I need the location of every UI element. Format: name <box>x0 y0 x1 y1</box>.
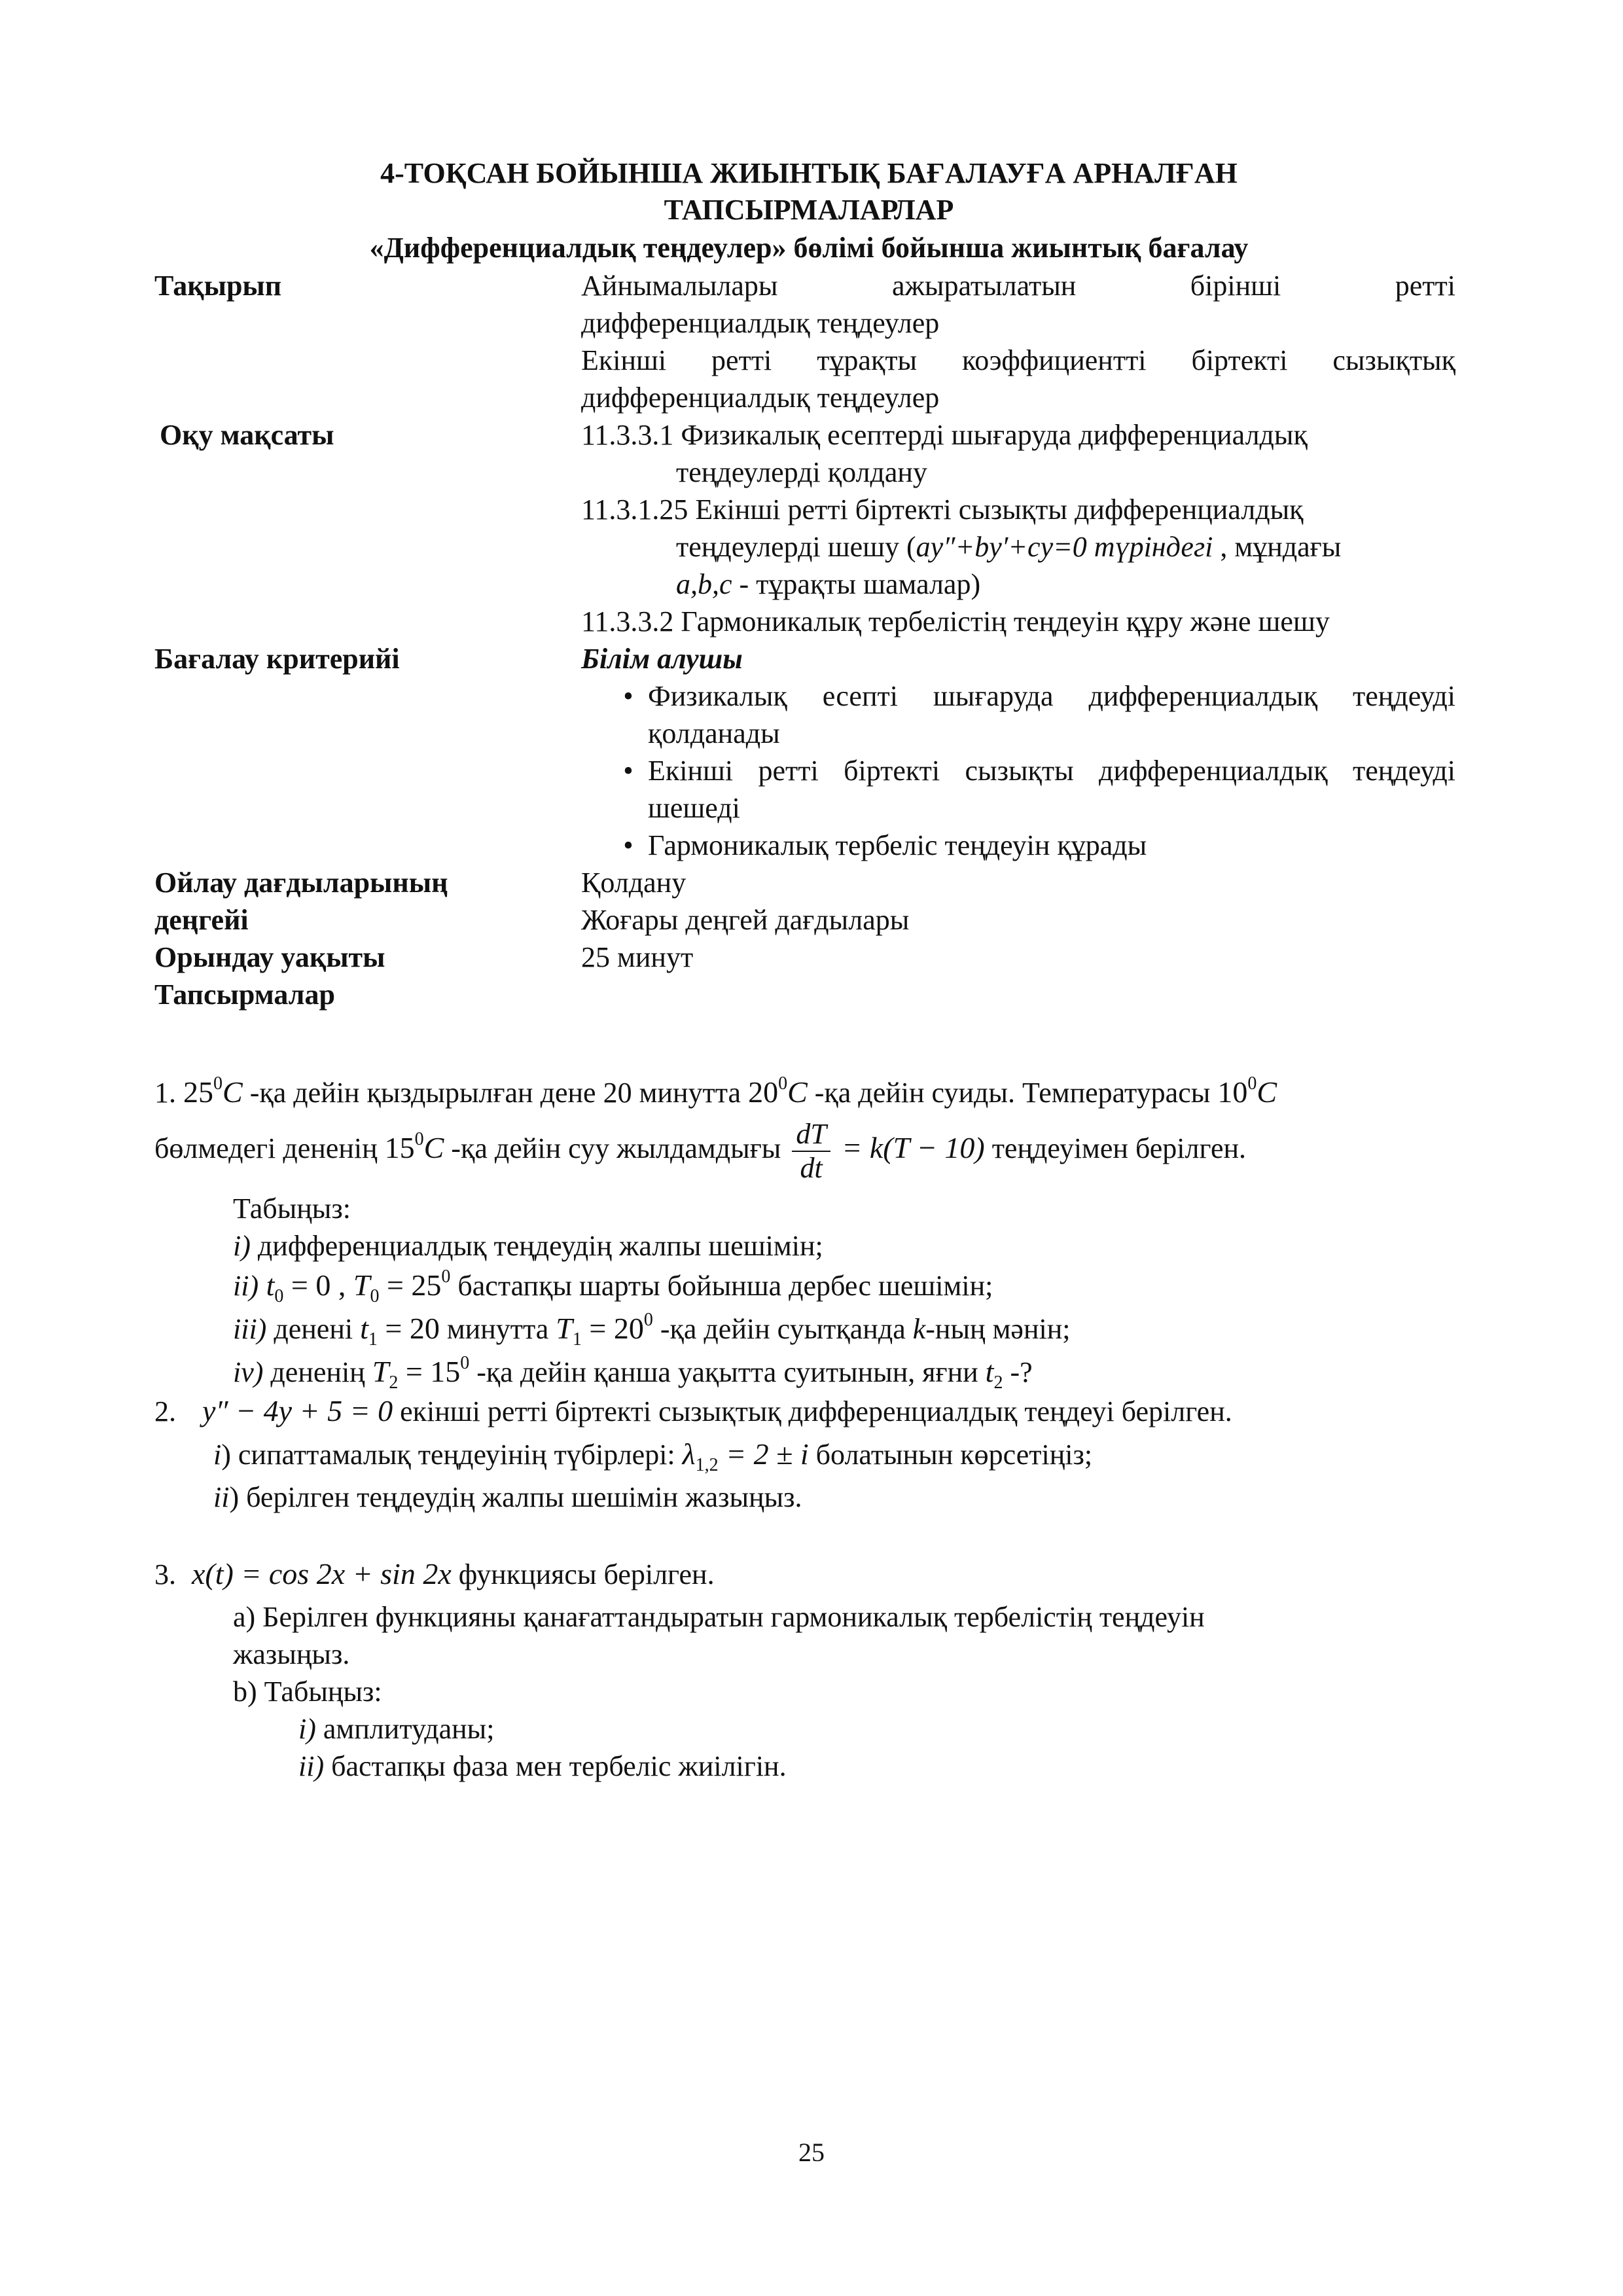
heading-subtitle: «Дифференциалдық теңдеулер» бөлімі бойынша жиынтық бағалау <box>369 232 1249 264</box>
info-table <box>154 267 1463 1013</box>
task-1-item-ii: ii) $t_0 = 0$ , $T_0 = 25^0$ бастапқы шарты бойынша дербес шешімін; <box>233 1266 993 1306</box>
goal-label: Оқу мақсаты <box>160 419 334 451</box>
thinking-label-2: деңгейі <box>154 904 249 936</box>
criteria-heading: Білім алушы <box>581 643 743 675</box>
topic-2-line-1: Екінші ретті тұрақты коэффициентті біртекті сызықтық <box>581 344 1455 376</box>
thinking-label-1: Ойлау дағдыларының <box>154 867 448 899</box>
topic-1-line-1: Айнымалылары ажыратылатын бірінші ретті <box>581 270 1455 302</box>
task-1-item-iii: iii) денені $t_1 = 20$ минутта $T_1 = 20^0$ -қа дейін суытқанда k-ның мәнін; <box>233 1310 1071 1350</box>
bullet-icon: • <box>623 829 633 861</box>
task-3-item-b: b) Табыңыз: <box>233 1676 382 1708</box>
thinking-value-1: Қолдану <box>581 867 687 899</box>
page-number: 25 <box>798 2138 825 2167</box>
goal-1-line-1: 11.3.3.1 Физикалық есептерді шығаруда дифференциалдық <box>581 419 1308 451</box>
goal-2-line-2: теңдеулерді шешу (ay″+by′+cy=0 түріндегі , мұндағы <box>676 531 1342 563</box>
task-1-line-2: бөлмедегі дененің $15^0C$ -қа дейін суу жылдамдығы $\frac{dT}{dt}$ = k(T − 10) теңдеуімен берілген. <box>154 1118 1247 1184</box>
task-1-line-1: 1. $25^0C$ -қа дейін қыздырылған дене 20 минутта $20^0C$ -қа дейін суиды. Температурасы $10^0C$ <box>154 1073 1277 1109</box>
task-3-item-b-i: i) амплитуданы; <box>298 1713 495 1745</box>
task-1-subitems <box>154 1190 1463 1392</box>
bullet-icon: • <box>623 680 633 712</box>
task-1-find: Табыңыз: <box>233 1193 351 1225</box>
criteria-bullet: • Физикалық есепті шығаруда дифференциалдық теңдеуді қолданады <box>581 677 1455 752</box>
heading-line-2: ТАПСЫРМАЛАРЛАР <box>664 194 954 226</box>
tasks-row <box>154 976 1463 1013</box>
goal-2-line-3: a,b,c - тұрақты шамалар) <box>676 568 981 600</box>
topic-row <box>154 267 1463 416</box>
heading-line-1: 4-ТОҚСАН БОЙЫНША ЖИЫНТЫҚ БАҒАЛАУҒА АРНАЛҒАН <box>380 157 1238 189</box>
tasks-label: Тапсырмалар <box>154 978 335 1011</box>
topic-1-line-2: дифференциалдық теңдеулер <box>581 307 940 339</box>
task-2-line-1: 2. y″ − 4y + 5 = 0 екінші ретті біртекті сызықтық дифференциалдық теңдеуі берілген. <box>154 1394 1232 1427</box>
goal-3: 11.3.3.2 Гармоникалық тербелістің теңдеуін құру және шешу <box>581 605 1330 637</box>
criteria-row <box>154 640 1463 864</box>
thinking-row <box>154 864 1463 939</box>
task-3-line-1: 3. x(t) = cos 2x + sin 2x функциясы берілген. <box>154 1557 715 1590</box>
task-2-item-i: i) сипаттамалық теңдеуінің түбірлері: $\lambda_{1,2} = 2 \pm i$ болатынын көрсетіңіз; <box>213 1437 1093 1475</box>
task-3-item-a-2: жазыңыз. <box>233 1638 350 1670</box>
bullet-icon: • <box>623 755 633 787</box>
criteria-label: Бағалау критерийі <box>154 643 400 675</box>
time-row <box>154 939 1463 976</box>
task-1 <box>154 1073 1463 1785</box>
topic-2-line-2: дифференциалдық теңдеулер <box>581 382 940 414</box>
time-value: 25 минут <box>581 941 694 973</box>
thinking-value-2: Жоғары деңгей дағдылары <box>581 904 910 936</box>
task-3-item-a-1: а) Берілген функцияны қанағаттандыратын гармоникалық тербелістің теңдеуін <box>233 1601 1205 1633</box>
goal-row <box>154 416 1463 640</box>
goal-1-line-2: теңдеулерді қолдану <box>676 456 927 488</box>
time-label: Орындау уақыты <box>154 941 385 973</box>
goal-2-formula: ay″+by′+cy=0 түріндегі <box>916 531 1213 563</box>
goal-2-line-1: 11.3.1.25 Екінші ретті біртекті сызықты дифференциалдық <box>581 493 1304 526</box>
derivative-fraction: $\frac{dT}{dt}$ <box>792 1118 830 1185</box>
task-1-item-iv: iv) дененің $T_2 = 15^0$ -қа дейін қанша уақытта суитынын, яғни $t_2$ -? <box>233 1353 1033 1393</box>
criteria-bullet: • Екінші ретті біртекті сызықты дифференциалдық теңдеуді шешеді <box>581 752 1455 827</box>
task-2-item-ii: ii) берілген теңдеудің жалпы шешімін жазыңыз. <box>213 1481 802 1513</box>
task-3-item-b-ii: ii) бастапқы фаза мен тербеліс жиілігін. <box>298 1750 787 1782</box>
criteria-bullet: • Гармоникалық тербеліс теңдеуін құрады <box>581 827 1455 864</box>
task-1-item-i: i) дифференциалдық теңдеудің жалпы шешімін; <box>233 1230 823 1262</box>
topic-label: Тақырып <box>154 270 282 302</box>
